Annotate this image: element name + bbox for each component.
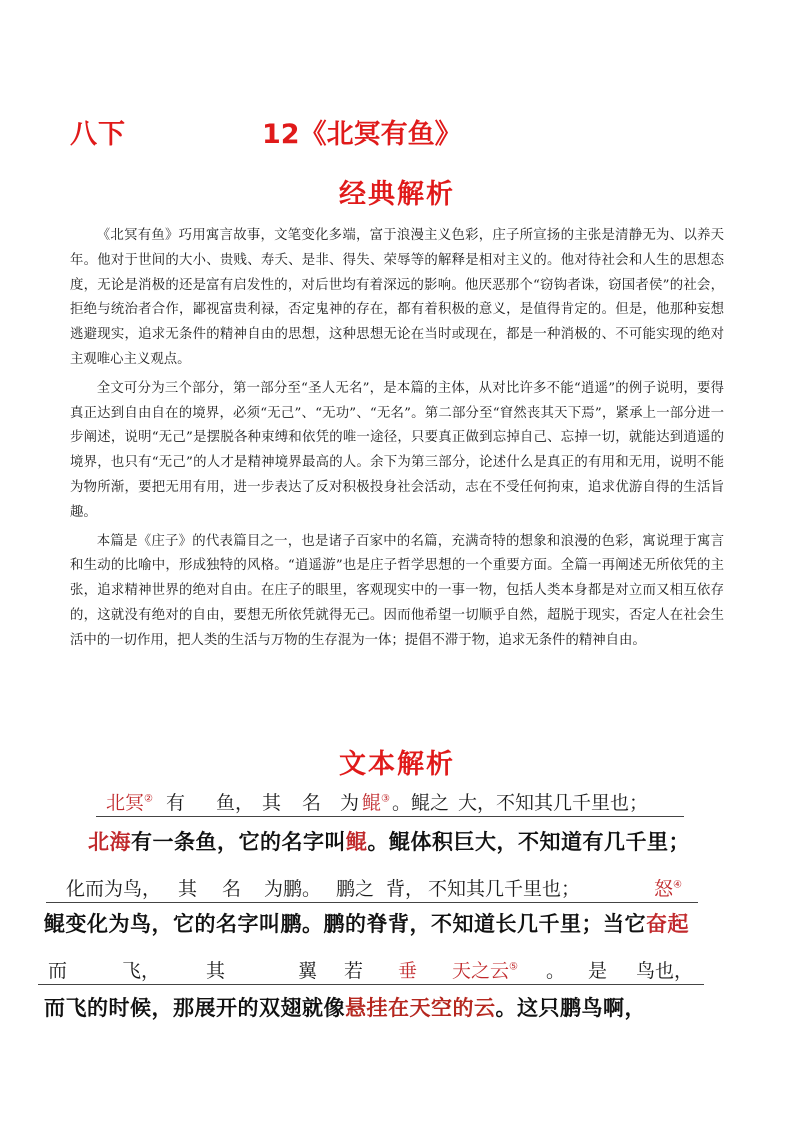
classical-word: 鸟也， xyxy=(636,960,694,982)
classical-word: 北冥② xyxy=(106,792,153,814)
footnote-marker: ③ xyxy=(381,793,390,805)
footnote-marker: ② xyxy=(144,793,153,805)
analysis-paragraph: 本篇是《庄子》的代表篇目之一，也是诸子百家中的名篇，充满奇特的想象和浪漫的色彩，寓说理于寓言和生动的比喻中，形成独特的风格。“逍遥游”也是庄子哲学思想的一个重要方面。全篇一再阐述无所依凭的主张，追求精神世界的绝对自由。在庄子的眼里，客观现实中的一事一物，包括人类本身都是对立而又相互依存的，这就没有绝对的自由，要想无所依凭就得无己。因而他希望一切顺乎自然，超脱于现实，否定人在社会生活中的一切作用，把人类的生活与万物的生存混为一体；提倡不滞于物，追求无条件的精神自由。 xyxy=(70,533,724,648)
highlight-term: 奋起 xyxy=(646,912,689,936)
translation-text: 有一条鱼，它的名字叫 xyxy=(131,830,346,854)
classical-word: 。 xyxy=(546,960,566,982)
highlight-term: 鲲 xyxy=(346,830,368,854)
classical-word: 天之云⑤ xyxy=(452,960,518,982)
classical-word: 垂 xyxy=(398,960,418,982)
underline-rule xyxy=(46,902,698,903)
classical-word: 是 xyxy=(588,960,608,982)
classical-word: 其 xyxy=(262,792,282,814)
grade-label: 八下 xyxy=(70,119,126,150)
classic-analysis-heading: 经典解析 xyxy=(339,179,455,210)
classical-word: 大，不知其几千里也； xyxy=(458,792,649,814)
classical-word: 背， xyxy=(386,878,425,900)
classical-word: 怒④ xyxy=(654,878,682,900)
classical-word: 为 xyxy=(340,792,360,814)
classical-word: 为鹏。 xyxy=(264,878,322,900)
translation-text: 。鲲体积巨大，不知道有几千里； xyxy=(367,830,690,854)
classical-line xyxy=(0,788,794,814)
translation-line xyxy=(88,826,728,856)
lesson-title: 12《北冥有鱼》 xyxy=(262,119,462,150)
classic-analysis-body xyxy=(70,224,724,658)
translation-line xyxy=(44,908,744,938)
classical-word: 鱼， xyxy=(216,792,255,814)
classical-line xyxy=(0,956,794,982)
translation-line xyxy=(44,992,744,1022)
classical-word: 名 xyxy=(222,878,242,900)
translation-text: 。这只鹏鸟啊， xyxy=(495,996,646,1020)
translation-text: 而飞的时候，那展开的双翅就像 xyxy=(44,996,345,1020)
classical-word: 。鲲之 xyxy=(392,792,450,814)
highlight-term: 悬挂在天空的云 xyxy=(345,996,496,1020)
underline-rule xyxy=(96,816,684,817)
footnote-marker: ⑤ xyxy=(509,961,518,973)
highlight-term: 北海 xyxy=(88,830,131,854)
classical-word: 鲲③ xyxy=(362,792,390,814)
classical-word: 有 xyxy=(166,792,186,814)
analysis-paragraph: 全文可分为三个部分，第一部分至“圣人无名”，是本篇的主体，从对比许多不能“逍遥”的例子说明，要得真正达到自由自在的境界，必须“无己”、“无功”、“无名”。第二部分至“窅然丧其天下焉”，紧承上一部分进一步阐述，说明“无己”是摆脱各种束缚和依凭的唯一途径，只要真正做到忘掉自己、忘掉一切，就能达到逍遥的境界，也只有“无己”的人才是精神境界最高的人。余下为第三部分，论述什么是真正的有用和无用，说明不能为物所渐，要把无用有用，进一步表达了反对积极投身社会活动，志在不受任何拘束，追求优游自得的生活旨趣。 xyxy=(70,380,724,520)
footnote-marker: ④ xyxy=(673,879,682,891)
classical-word: 其 xyxy=(206,960,226,982)
classical-word: 若 xyxy=(344,960,364,982)
classical-word: 其 xyxy=(178,878,198,900)
lesson-header xyxy=(70,112,730,152)
classical-word: 不知其几千里也； xyxy=(428,878,581,900)
underline-rule xyxy=(38,984,704,985)
translation-text: 鲲变化为鸟，它的名字叫鹏。鹏的脊背，不知道长几千里；当它 xyxy=(44,912,646,936)
text-analysis-heading: 文本解析 xyxy=(339,749,455,780)
classical-word: 而 xyxy=(48,960,68,982)
analysis-paragraph: 《北冥有鱼》巧用寓言故事，文笔变化多端，富于浪漫主义色彩，庄子所宣扬的主张是清静无为、以养天年。他对于世间的大小、贵贱、寿夭、是非、得失、荣辱等的解释是相对主义的。他对待社会和人生的思想态度，无论是消极的还是富有启发性的，对后世均有着深远的影响。他厌恶那个“窃钩者诛，窃国者侯”的社会，拒绝与统治者合作，鄙视富贵利禄，否定鬼神的存在，都有着积极的意义，是值得肯定的。但是，他那种妄想逃避现实，追求无条件的精神自由的思想，这种思想无论在当时或现在，都是一种消极的、不可能实现的绝对主观唯心主义观点。 xyxy=(70,228,724,367)
classical-word: 飞， xyxy=(122,960,161,982)
classical-word: 化而为鸟， xyxy=(66,878,162,900)
classical-word: 鹏之 xyxy=(336,878,375,900)
classical-word: 翼 xyxy=(298,960,318,982)
classical-line xyxy=(0,874,794,900)
classical-word: 名 xyxy=(302,792,322,814)
